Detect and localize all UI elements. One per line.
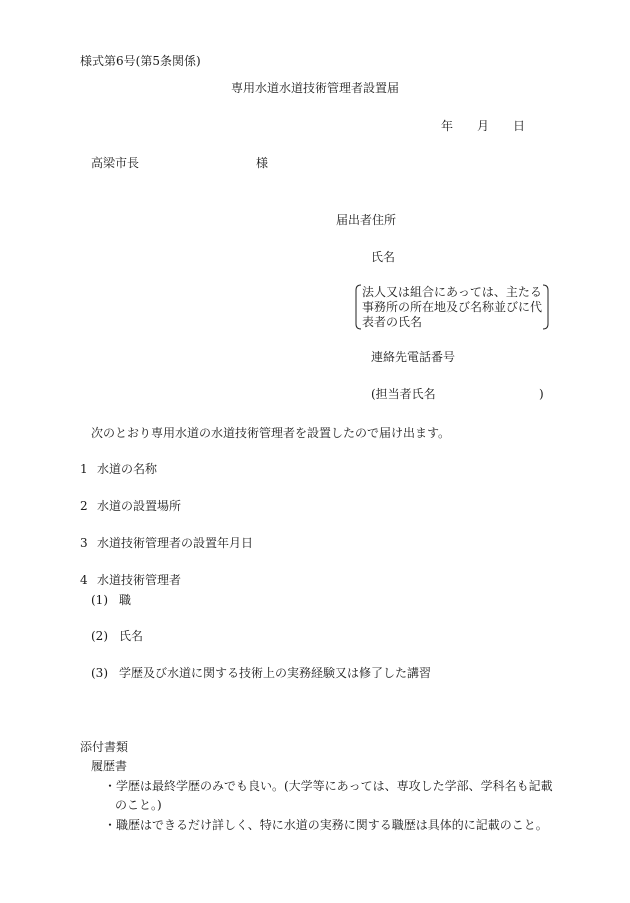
contact-person-close: ) bbox=[539, 387, 544, 401]
date-day-label: 日 bbox=[513, 119, 526, 133]
form-number: 様式第6号(第5条関係) bbox=[80, 54, 201, 68]
attachment-note: ・職歴はできるだけ詳しく、特に水道の実務に関する職歴は具体的に記載のこと。 bbox=[104, 818, 548, 832]
corporate-note-bracket bbox=[354, 284, 550, 330]
corporate-note-line: 法人又は組合にあっては、主たる bbox=[362, 285, 542, 299]
addressee-name: 高梁市長 bbox=[91, 156, 140, 170]
corporate-note-line: 事務所の所在地及び名称並びに代 bbox=[362, 300, 543, 314]
item-label: 水道の設置場所 bbox=[97, 499, 182, 513]
notifier-address-label: 届出者住所 bbox=[336, 213, 397, 227]
item-number: 4 bbox=[80, 573, 88, 587]
attachment-document: 履歴書 bbox=[91, 759, 128, 773]
date-month-label: 月 bbox=[477, 119, 490, 133]
sub-item-number: (3) bbox=[91, 666, 108, 680]
sub-item-label: 職 bbox=[119, 593, 132, 607]
attachment-note: ・学歴は最終学歴のみでも良い。(大学等にあっては、専攻した学部、学科名も記載 bbox=[104, 779, 553, 793]
attachment-note-continuation: のこと。) bbox=[115, 798, 162, 812]
contact-person-label: (担当者氏名 bbox=[371, 387, 436, 401]
sub-item-number: (1) bbox=[91, 593, 108, 607]
item-label: 水道技術管理者の設置年月日 bbox=[97, 536, 254, 550]
sub-item-label: 氏名 bbox=[119, 629, 144, 643]
corporate-note-line: 表者の氏名 bbox=[362, 315, 423, 329]
item-label: 水道技術管理者 bbox=[97, 573, 182, 587]
item-label: 水道の名称 bbox=[97, 462, 158, 476]
date-year-label: 年 bbox=[441, 119, 454, 133]
document-title: 専用水道水道技術管理者設置届 bbox=[231, 81, 400, 95]
sub-item-number: (2) bbox=[91, 629, 108, 643]
item-number: 2 bbox=[80, 499, 88, 513]
sub-item-label: 学歴及び水道に関する技術上の実務経験又は修了した講習 bbox=[119, 666, 432, 680]
intro-text: 次のとおり専用水道の水道技術管理者を設置したので届け出ます。 bbox=[91, 426, 451, 440]
addressee-honorific: 様 bbox=[256, 156, 269, 170]
attachments-heading: 添付書類 bbox=[80, 740, 129, 754]
item-number: 3 bbox=[80, 536, 88, 550]
item-number: 1 bbox=[80, 462, 88, 476]
notifier-name-label: 氏名 bbox=[371, 250, 396, 264]
phone-label: 連絡先電話番号 bbox=[371, 350, 456, 364]
